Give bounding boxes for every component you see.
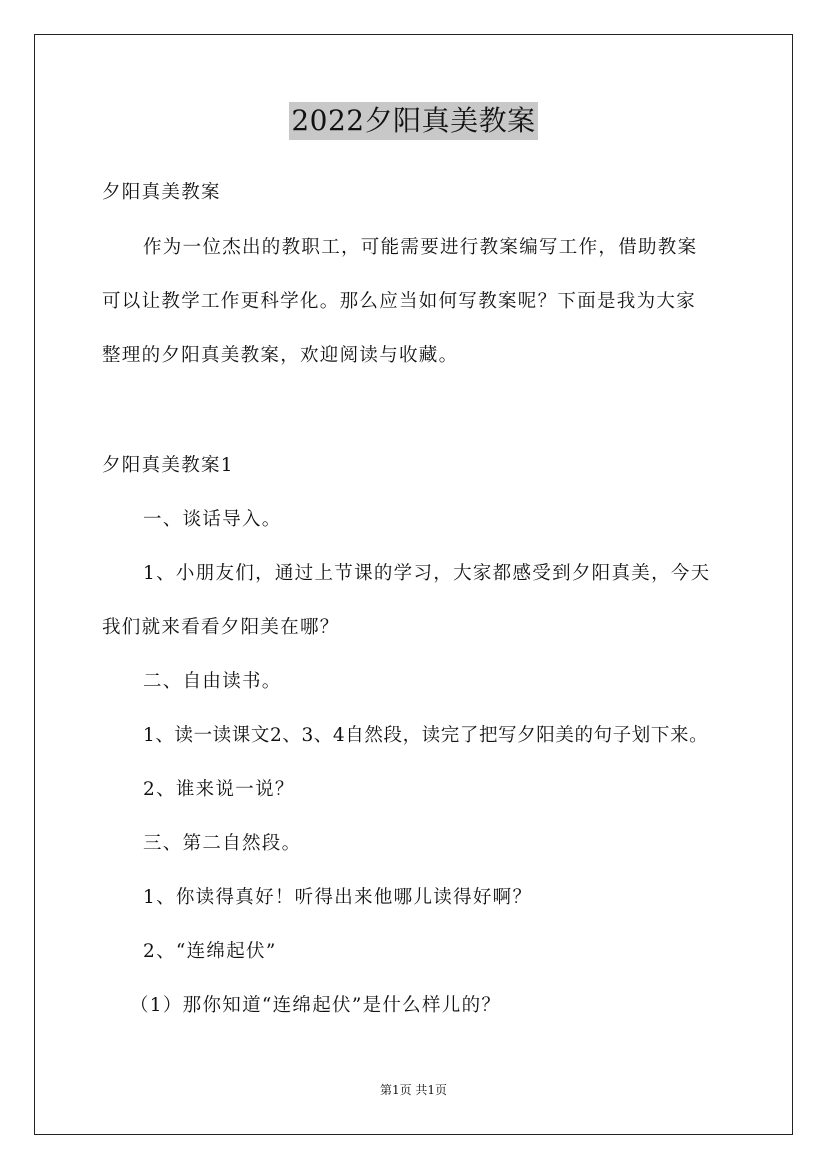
document-title: 2022夕阳真美教案 [289,102,537,140]
intro-line-2: 可以让教学工作更科学化。那么应当如何写教案呢？下面是我为大家 [102,291,697,312]
title-container [0,102,827,140]
body-line-4: 二、自由读书。 [143,671,282,692]
document-subtitle: 夕阳真美教案 [102,182,221,203]
body-line-5: 1、读一读课文2、3、4自然段，读完了把写夕阳美的句子划下来。 [143,725,709,746]
intro-line-1: 作为一位杰出的教职工，可能需要进行教案编写工作，借助教案 [143,237,698,258]
page-footer: 第1页 共1页 [379,1083,448,1097]
body-line-3: 我们就来看看夕阳美在哪？ [102,617,340,638]
body-line-2: 1、小朋友们，通过上节课的学习，大家都感受到夕阳真美，今天 [143,563,711,584]
body-line-1: 一、谈话导入。 [143,509,282,530]
intro-line-3: 整理的夕阳真美教案，欢迎阅读与收藏。 [102,345,459,366]
body-line-9: 2、“连绵起伏” [143,941,277,962]
body-line-6: 2、谁来说一说？ [143,779,295,800]
section-heading: 夕阳真美教案1 [102,455,234,476]
body-line-10: （1）那你知道“连绵起伏”是什么样儿的？ [130,995,502,1016]
body-line-7: 三、第二自然段。 [143,833,302,854]
body-line-8: 1、你读得真好！听得出来他哪儿读得好啊？ [143,887,533,908]
